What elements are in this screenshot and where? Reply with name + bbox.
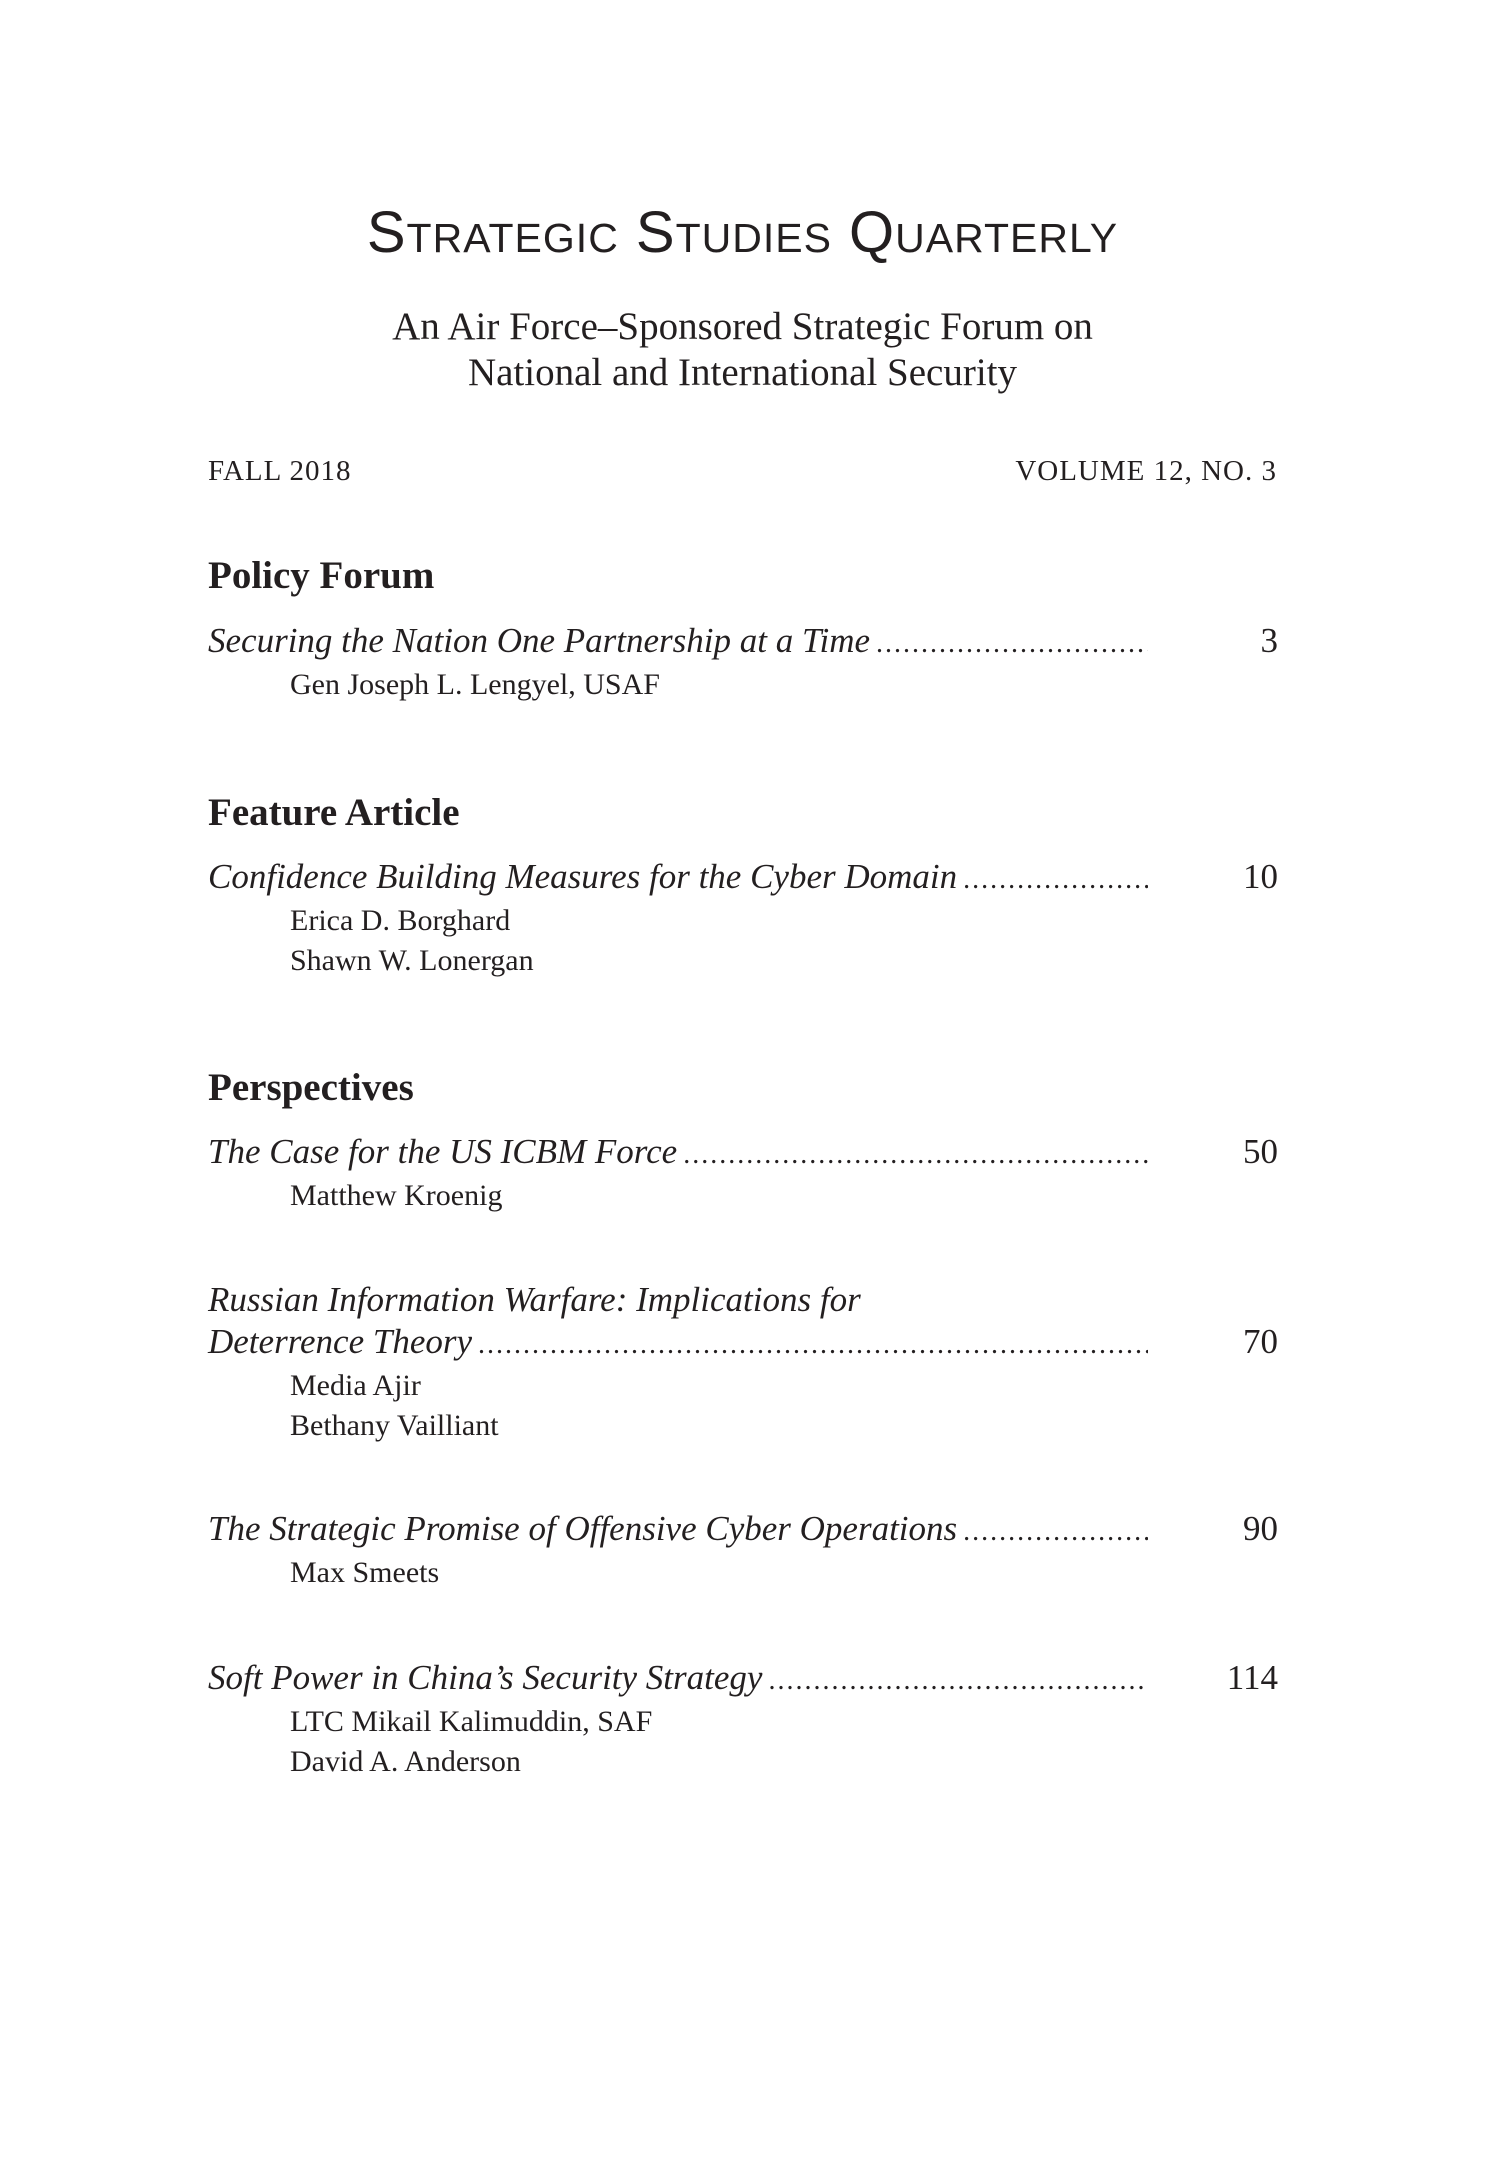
toc-entry-line [208,1657,1278,1702]
dot-leader [478,1324,1148,1366]
issue-volume: VOLUME 12, NO. 3 [1015,455,1277,487]
toc-entry-line [208,1321,1278,1366]
article-author: David A. Anderson [290,1745,521,1778]
toc-entry-line [208,620,1278,665]
page-number: 10 [1243,857,1278,896]
toc-entry[interactable] [208,1657,1278,1782]
article-title: Soft Power in China’s Security Strategy [208,1658,763,1697]
article-title-line-1: Russian Information Warfare: Implications for [208,1280,861,1319]
dot-leader [963,1511,1148,1553]
article-title: Securing the Nation One Partnership at a Time [208,621,871,660]
article-author: Shawn W. Lonergan [290,944,534,977]
article-author: Bethany Vailliant [290,1409,499,1442]
toc-entry[interactable] [208,1508,1278,1593]
article-title: The Case for the US ICBM Force [208,1132,678,1171]
dot-leader [768,1660,1148,1702]
issue-season: FALL 2018 [208,455,352,487]
toc-entry-line [208,1279,1278,1321]
subtitle-line-1: An Air Force–Sponsored Strategic Forum on [392,305,1093,348]
page-number: 50 [1243,1132,1278,1171]
article-title-line-2: Deterrence Theory [208,1322,473,1361]
article-author: Matthew Kroenig [290,1179,503,1212]
toc-entry[interactable] [208,856,1278,981]
article-author: LTC Mikail Kalimuddin, SAF [290,1705,653,1738]
toc-entry-line [208,1131,1278,1176]
journal-title: Strategic Studies Quarterly [366,200,1119,265]
toc-entry-line [208,856,1278,901]
article-author: Gen Joseph L. Lengyel, USAF [290,668,660,701]
article-author: Max Smeets [290,1556,440,1589]
article-author: Erica D. Borghard [290,904,511,937]
toc-entry[interactable] [208,1131,1278,1216]
subtitle-line-2: National and International Security [467,351,1018,394]
dot-leader [876,623,1148,665]
journal-subtitle [0,304,1485,396]
article-title: The Strategic Promise of Offensive Cyber Operations [208,1509,958,1548]
page-number: 114 [1226,1658,1278,1697]
article-author: Media Ajir [290,1369,421,1402]
toc-entry[interactable] [208,620,1278,705]
toc-entry-line [208,1508,1278,1553]
section-heading-perspectives: Perspectives [208,1066,414,1109]
toc-entry[interactable] [208,1279,1278,1446]
section-heading-policy-forum: Policy Forum [208,554,435,597]
dot-leader [683,1134,1148,1176]
dot-leader [963,859,1148,901]
page-number: 90 [1243,1509,1278,1548]
page-number: 3 [1260,621,1278,660]
page-number: 70 [1243,1322,1278,1361]
section-heading-feature-article: Feature Article [208,791,460,834]
article-title: Confidence Building Measures for the Cyber Domain [208,857,958,896]
